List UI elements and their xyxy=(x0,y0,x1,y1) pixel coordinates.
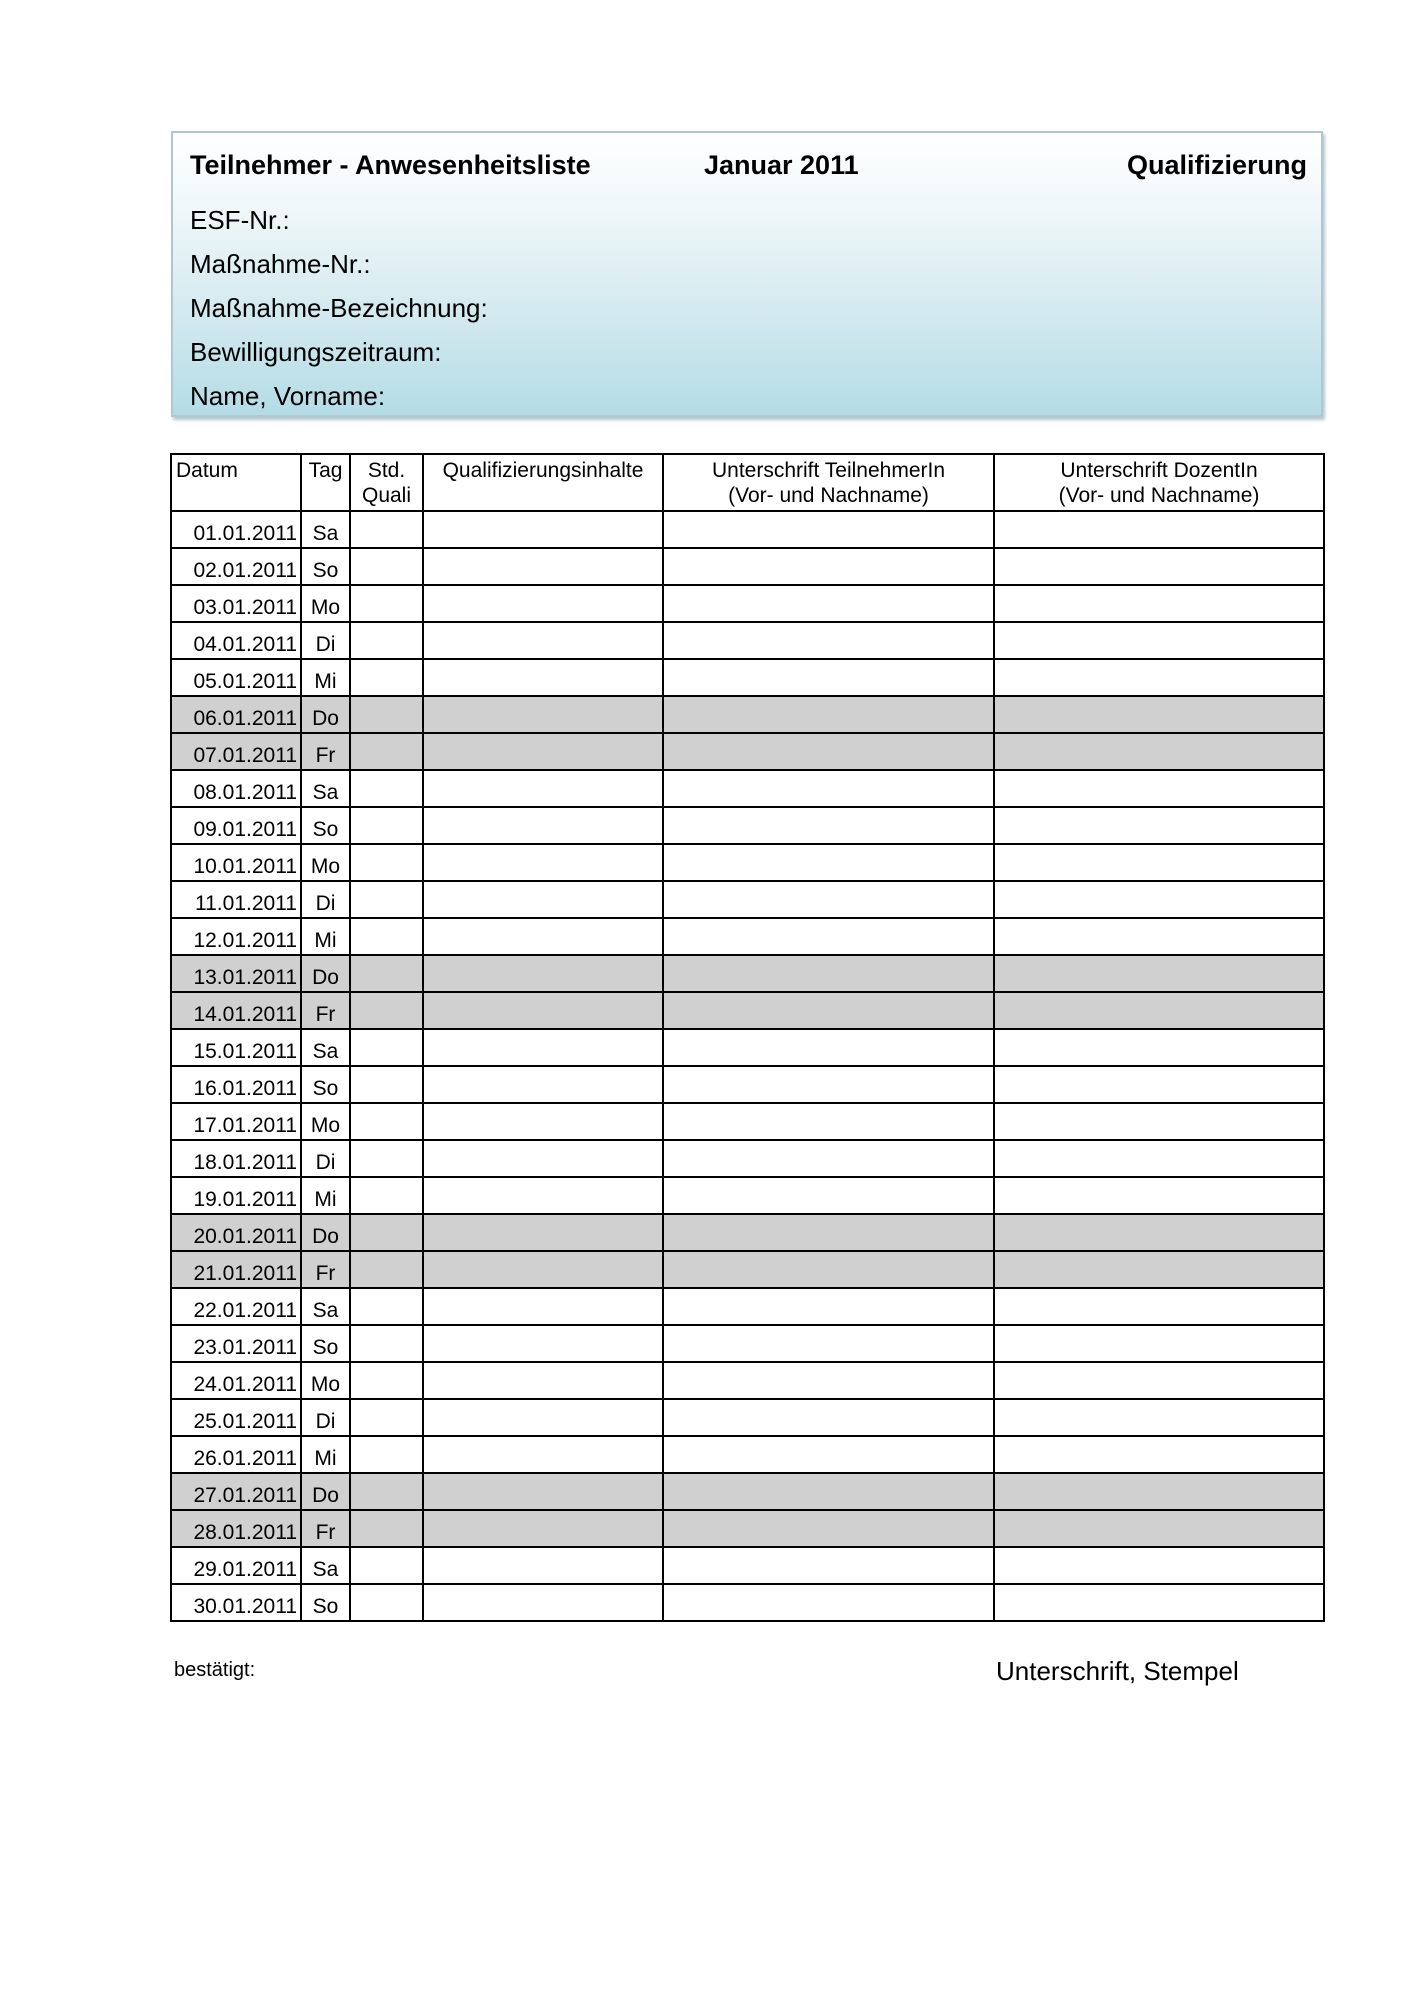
cell-day: Fr xyxy=(301,1510,350,1547)
table-row xyxy=(171,622,1324,659)
column-header-inhalte xyxy=(423,454,663,511)
cell-day: Mo xyxy=(301,585,350,622)
column-header-tag-label: Tag xyxy=(308,459,343,482)
cell-std-quali[interactable] xyxy=(350,955,423,992)
cell-inhalte[interactable] xyxy=(423,1473,663,1510)
cell-inhalte[interactable] xyxy=(423,511,663,548)
table-row xyxy=(171,1251,1324,1288)
cell-signature-teilnehmer[interactable] xyxy=(663,1251,994,1288)
table-row xyxy=(171,1473,1324,1510)
cell-inhalte[interactable] xyxy=(423,881,663,918)
field-massnahme-nr: Maßnahme-Nr.: xyxy=(190,249,371,279)
cell-date: 18.01.2011 xyxy=(171,1140,301,1177)
cell-std-quali[interactable] xyxy=(350,844,423,881)
cell-day: Sa xyxy=(301,1288,350,1325)
cell-day: So xyxy=(301,807,350,844)
cell-date: 28.01.2011 xyxy=(171,1510,301,1547)
cell-signature-teilnehmer[interactable] xyxy=(663,1584,994,1621)
cell-std-quali[interactable] xyxy=(350,1288,423,1325)
cell-std-quali[interactable] xyxy=(350,918,423,955)
cell-inhalte[interactable] xyxy=(423,1325,663,1362)
cell-inhalte[interactable] xyxy=(423,1029,663,1066)
field-esf-nr: ESF-Nr.: xyxy=(190,205,290,235)
cell-day: Sa xyxy=(301,1547,350,1584)
cell-inhalte[interactable] xyxy=(423,1362,663,1399)
cell-std-quali[interactable] xyxy=(350,1399,423,1436)
cell-inhalte[interactable] xyxy=(423,770,663,807)
cell-inhalte[interactable] xyxy=(423,548,663,585)
form-title: Teilnehmer - Anwesenheitsliste xyxy=(190,150,591,180)
column-header-datum-label: Datum xyxy=(176,459,238,482)
table-row xyxy=(171,585,1324,622)
cell-signature-dozent[interactable] xyxy=(994,807,1324,844)
table-header-row xyxy=(171,454,1324,511)
cell-signature-teilnehmer[interactable] xyxy=(663,992,994,1029)
cell-std-quali[interactable] xyxy=(350,1251,423,1288)
attendance-table xyxy=(170,453,1325,1622)
cell-signature-dozent[interactable] xyxy=(994,1288,1324,1325)
cell-signature-dozent[interactable] xyxy=(994,696,1324,733)
cell-std-quali[interactable] xyxy=(350,1177,423,1214)
cell-std-quali[interactable] xyxy=(350,1436,423,1473)
cell-std-quali[interactable] xyxy=(350,992,423,1029)
cell-date: 24.01.2011 xyxy=(171,1362,301,1399)
cell-signature-teilnehmer[interactable] xyxy=(663,1547,994,1584)
table-row xyxy=(171,955,1324,992)
cell-std-quali[interactable] xyxy=(350,1584,423,1621)
cell-signature-dozent[interactable] xyxy=(994,1103,1324,1140)
cell-day: So xyxy=(301,1584,350,1621)
cell-date: 02.01.2011 xyxy=(171,548,301,585)
cell-signature-dozent[interactable] xyxy=(994,881,1324,918)
cell-signature-teilnehmer[interactable] xyxy=(663,1066,994,1103)
cell-signature-dozent[interactable] xyxy=(994,511,1324,548)
cell-std-quali[interactable] xyxy=(350,807,423,844)
cell-inhalte[interactable] xyxy=(423,955,663,992)
cell-signature-teilnehmer[interactable] xyxy=(663,1436,994,1473)
cell-date: 04.01.2011 xyxy=(171,622,301,659)
table-row xyxy=(171,1436,1324,1473)
cell-day: Mi xyxy=(301,918,350,955)
cell-date: 23.01.2011 xyxy=(171,1325,301,1362)
cell-std-quali[interactable] xyxy=(350,659,423,696)
cell-date: 15.01.2011 xyxy=(171,1029,301,1066)
table-row xyxy=(171,1288,1324,1325)
cell-signature-dozent[interactable] xyxy=(994,1029,1324,1066)
cell-signature-teilnehmer[interactable] xyxy=(663,1288,994,1325)
cell-inhalte[interactable] xyxy=(423,1288,663,1325)
table-row xyxy=(171,1214,1324,1251)
cell-std-quali[interactable] xyxy=(350,733,423,770)
field-massnahme-bezeichnung: Maßnahme-Bezeichnung: xyxy=(190,293,488,323)
cell-date: 12.01.2011 xyxy=(171,918,301,955)
column-header-teilnehmer-line2: (Vor- und Nachname) xyxy=(728,484,929,507)
cell-signature-teilnehmer[interactable] xyxy=(663,1177,994,1214)
cell-date: 26.01.2011 xyxy=(171,1436,301,1473)
cell-date: 03.01.2011 xyxy=(171,585,301,622)
cell-inhalte[interactable] xyxy=(423,1214,663,1251)
cell-signature-dozent[interactable] xyxy=(994,1584,1324,1621)
cell-signature-dozent[interactable] xyxy=(994,992,1324,1029)
cell-date: 16.01.2011 xyxy=(171,1066,301,1103)
table-row xyxy=(171,1584,1324,1621)
column-header-tag xyxy=(301,454,350,511)
cell-day: Di xyxy=(301,881,350,918)
cell-inhalte[interactable] xyxy=(423,1140,663,1177)
column-header-dozent-line2: (Vor- und Nachname) xyxy=(1058,484,1260,507)
cell-day: So xyxy=(301,548,350,585)
cell-signature-teilnehmer[interactable] xyxy=(663,1214,994,1251)
cell-inhalte[interactable] xyxy=(423,1251,663,1288)
cell-signature-dozent[interactable] xyxy=(994,1473,1324,1510)
cell-signature-dozent[interactable] xyxy=(994,1140,1324,1177)
table-row xyxy=(171,881,1324,918)
cell-signature-teilnehmer[interactable] xyxy=(663,659,994,696)
table-row xyxy=(171,1066,1324,1103)
cell-day: Mi xyxy=(301,1177,350,1214)
cell-signature-dozent[interactable] xyxy=(994,1066,1324,1103)
table-row xyxy=(171,1177,1324,1214)
cell-date: 21.01.2011 xyxy=(171,1251,301,1288)
table-row xyxy=(171,548,1324,585)
cell-signature-dozent[interactable] xyxy=(994,770,1324,807)
cell-signature-dozent[interactable] xyxy=(994,1325,1324,1362)
cell-std-quali[interactable] xyxy=(350,1510,423,1547)
cell-std-quali[interactable] xyxy=(350,1029,423,1066)
cell-day: So xyxy=(301,1066,350,1103)
cell-signature-teilnehmer[interactable] xyxy=(663,918,994,955)
cell-inhalte[interactable] xyxy=(423,659,663,696)
cell-std-quali[interactable] xyxy=(350,1473,423,1510)
table-row xyxy=(171,1103,1324,1140)
cell-day: Do xyxy=(301,1214,350,1251)
column-header-datum xyxy=(171,454,301,511)
attendance-rows xyxy=(171,511,1324,1621)
form-category: Qualifizierung xyxy=(1126,150,1307,180)
cell-signature-teilnehmer[interactable] xyxy=(663,733,994,770)
cell-signature-teilnehmer[interactable] xyxy=(663,696,994,733)
cell-date: 07.01.2011 xyxy=(171,733,301,770)
table-row xyxy=(171,844,1324,881)
cell-date: 25.01.2011 xyxy=(171,1399,301,1436)
cell-day: Do xyxy=(301,955,350,992)
cell-day: Fr xyxy=(301,1251,350,1288)
cell-date: 27.01.2011 xyxy=(171,1473,301,1510)
cell-signature-teilnehmer[interactable] xyxy=(663,1510,994,1547)
cell-signature-dozent[interactable] xyxy=(994,1547,1324,1584)
column-header-std-line1: Std. xyxy=(367,459,406,482)
cell-signature-teilnehmer[interactable] xyxy=(663,1325,994,1362)
cell-signature-dozent[interactable] xyxy=(994,1399,1324,1436)
cell-signature-dozent[interactable] xyxy=(994,918,1324,955)
cell-date: 29.01.2011 xyxy=(171,1547,301,1584)
cell-inhalte[interactable] xyxy=(423,1584,663,1621)
table-row xyxy=(171,1399,1324,1436)
cell-date: 19.01.2011 xyxy=(171,1177,301,1214)
table-row xyxy=(171,992,1324,1029)
cell-day: Mo xyxy=(301,1103,350,1140)
cell-signature-dozent[interactable] xyxy=(994,733,1324,770)
cell-signature-dozent[interactable] xyxy=(994,1177,1324,1214)
table-row xyxy=(171,696,1324,733)
cell-signature-teilnehmer[interactable] xyxy=(663,881,994,918)
header-box xyxy=(171,131,1323,417)
cell-inhalte[interactable] xyxy=(423,585,663,622)
cell-inhalte[interactable] xyxy=(423,918,663,955)
cell-date: 22.01.2011 xyxy=(171,1288,301,1325)
cell-inhalte[interactable] xyxy=(423,622,663,659)
column-header-dozent xyxy=(994,454,1324,511)
cell-signature-teilnehmer[interactable] xyxy=(663,548,994,585)
cell-day: Di xyxy=(301,1140,350,1177)
cell-day: Sa xyxy=(301,1029,350,1066)
cell-std-quali[interactable] xyxy=(350,770,423,807)
cell-date: 09.01.2011 xyxy=(171,807,301,844)
table-row xyxy=(171,1325,1324,1362)
field-bewilligungszeitraum: Bewilligungszeitraum: xyxy=(190,337,442,367)
cell-signature-teilnehmer[interactable] xyxy=(663,1473,994,1510)
cell-signature-dozent[interactable] xyxy=(994,548,1324,585)
cell-signature-dozent[interactable] xyxy=(994,622,1324,659)
cell-signature-dozent[interactable] xyxy=(994,1251,1324,1288)
cell-signature-teilnehmer[interactable] xyxy=(663,1029,994,1066)
cell-signature-dozent[interactable] xyxy=(994,1436,1324,1473)
field-name-vorname: Name, Vorname: xyxy=(190,381,386,411)
cell-day: So xyxy=(301,1325,350,1362)
form-period: Januar 2011 xyxy=(704,150,859,180)
column-header-inhalte-label: Qualifizierungsinhalte xyxy=(442,459,644,482)
cell-day: Do xyxy=(301,696,350,733)
cell-std-quali[interactable] xyxy=(350,1325,423,1362)
cell-std-quali[interactable] xyxy=(350,548,423,585)
cell-date: 20.01.2011 xyxy=(171,1214,301,1251)
cell-signature-teilnehmer[interactable] xyxy=(663,1140,994,1177)
cell-signature-dozent[interactable] xyxy=(994,844,1324,881)
cell-signature-dozent[interactable] xyxy=(994,1510,1324,1547)
cell-signature-teilnehmer[interactable] xyxy=(663,1103,994,1140)
cell-date: 08.01.2011 xyxy=(171,770,301,807)
table-row xyxy=(171,807,1324,844)
cell-std-quali[interactable] xyxy=(350,696,423,733)
table-row xyxy=(171,733,1324,770)
cell-day: Do xyxy=(301,1473,350,1510)
cell-inhalte[interactable] xyxy=(423,1436,663,1473)
table-row xyxy=(171,1510,1324,1547)
cell-day: Sa xyxy=(301,511,350,548)
cell-day: Mo xyxy=(301,1362,350,1399)
cell-std-quali[interactable] xyxy=(350,1547,423,1584)
cell-inhalte[interactable] xyxy=(423,844,663,881)
cell-signature-teilnehmer[interactable] xyxy=(663,622,994,659)
table-row xyxy=(171,659,1324,696)
table-row xyxy=(171,1547,1324,1584)
cell-day: Fr xyxy=(301,733,350,770)
cell-signature-dozent[interactable] xyxy=(994,585,1324,622)
cell-day: Mi xyxy=(301,659,350,696)
cell-signature-teilnehmer[interactable] xyxy=(663,1399,994,1436)
cell-day: Mo xyxy=(301,844,350,881)
column-header-teilnehmer-line1: Unterschrift TeilnehmerIn xyxy=(711,459,946,482)
cell-date: 11.01.2011 xyxy=(171,881,301,918)
cell-date: 14.01.2011 xyxy=(171,992,301,1029)
cell-std-quali[interactable] xyxy=(350,1214,423,1251)
table-row xyxy=(171,511,1324,548)
cell-std-quali[interactable] xyxy=(350,585,423,622)
cell-date: 10.01.2011 xyxy=(171,844,301,881)
cell-inhalte[interactable] xyxy=(423,1177,663,1214)
column-header-std-line2: Quali xyxy=(361,484,412,507)
cell-signature-teilnehmer[interactable] xyxy=(663,770,994,807)
cell-day: Di xyxy=(301,622,350,659)
cell-day: Di xyxy=(301,1399,350,1436)
signature-stamp-label: Unterschrift, Stempel xyxy=(996,1656,1239,1686)
cell-std-quali[interactable] xyxy=(350,622,423,659)
cell-std-quali[interactable] xyxy=(350,1362,423,1399)
cell-date: 17.01.2011 xyxy=(171,1103,301,1140)
column-header-teilnehmer xyxy=(663,454,994,511)
cell-std-quali[interactable] xyxy=(350,1103,423,1140)
cell-signature-dozent[interactable] xyxy=(994,955,1324,992)
cell-std-quali[interactable] xyxy=(350,881,423,918)
cell-inhalte[interactable] xyxy=(423,1103,663,1140)
table-row xyxy=(171,1029,1324,1066)
cell-std-quali[interactable] xyxy=(350,511,423,548)
confirm-label: bestätigt: xyxy=(174,1659,256,1681)
cell-inhalte[interactable] xyxy=(423,1399,663,1436)
cell-std-quali[interactable] xyxy=(350,1066,423,1103)
cell-signature-teilnehmer[interactable] xyxy=(663,955,994,992)
table-row xyxy=(171,918,1324,955)
cell-signature-teilnehmer[interactable] xyxy=(663,585,994,622)
cell-inhalte[interactable] xyxy=(423,992,663,1029)
cell-signature-teilnehmer[interactable] xyxy=(663,844,994,881)
cell-signature-dozent[interactable] xyxy=(994,659,1324,696)
cell-signature-teilnehmer[interactable] xyxy=(663,807,994,844)
column-header-dozent-line1: Unterschrift DozentIn xyxy=(1060,459,1258,482)
table-row xyxy=(171,770,1324,807)
cell-signature-dozent[interactable] xyxy=(994,1214,1324,1251)
cell-date: 30.01.2011 xyxy=(171,1584,301,1621)
cell-date: 01.01.2011 xyxy=(171,511,301,548)
cell-std-quali[interactable] xyxy=(350,1140,423,1177)
cell-inhalte[interactable] xyxy=(423,1066,663,1103)
cell-inhalte[interactable] xyxy=(423,807,663,844)
cell-signature-dozent[interactable] xyxy=(994,1362,1324,1399)
cell-day: Fr xyxy=(301,992,350,1029)
cell-date: 05.01.2011 xyxy=(171,659,301,696)
cell-signature-teilnehmer[interactable] xyxy=(663,511,994,548)
cell-inhalte[interactable] xyxy=(423,696,663,733)
column-header-std-quali xyxy=(350,454,423,511)
cell-signature-teilnehmer[interactable] xyxy=(663,1362,994,1399)
table-row xyxy=(171,1362,1324,1399)
cell-day: Mi xyxy=(301,1436,350,1473)
table-row xyxy=(171,1140,1324,1177)
cell-date: 13.01.2011 xyxy=(171,955,301,992)
cell-inhalte[interactable] xyxy=(423,1510,663,1547)
cell-date: 06.01.2011 xyxy=(171,696,301,733)
cell-inhalte[interactable] xyxy=(423,733,663,770)
cell-day: Sa xyxy=(301,770,350,807)
cell-inhalte[interactable] xyxy=(423,1547,663,1584)
